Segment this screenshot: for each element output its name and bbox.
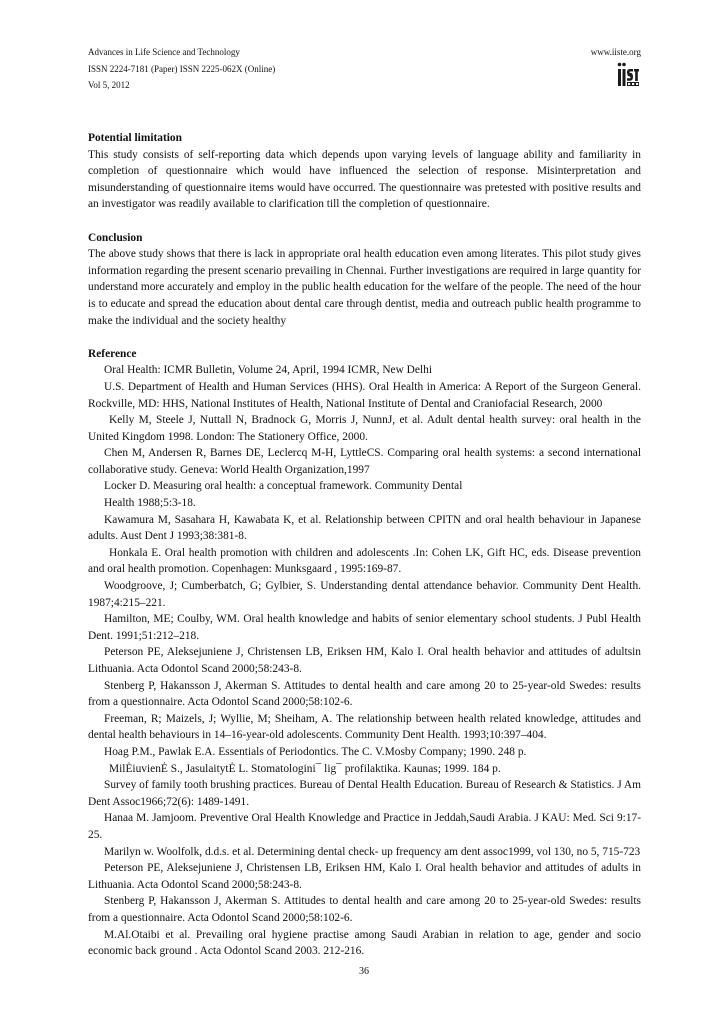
page-header — [88, 44, 641, 114]
journal-title: Advances in Life Science and Technology — [88, 47, 240, 57]
reference-list — [88, 362, 641, 959]
reference-item: Peterson PE, Aleksejuniene J, Christensen LB, Eriksen HM, Kalo I. Oral health behavior and attitudes of adults in Lithuania. Acta Odontol Scand 2000;58:243-8. — [88, 862, 641, 891]
reference-item: Oral Health: ICMR Bulletin, Volume 24, April, 1994 ICMR, New Delhi — [104, 364, 432, 377]
volume-line: Vol 5, 2012 — [88, 80, 130, 90]
page-body — [88, 130, 641, 960]
reference-item: Health 1988;5:3-18. — [104, 497, 196, 510]
journal-url[interactable]: www.iiste.org — [590, 47, 641, 57]
iiste-logo — [615, 60, 641, 88]
reference-item: Locker D. Measuring oral health: a conceptual framework. Community Dental — [104, 480, 463, 493]
reference-item: MilĖiuvienĖ S., JasulaitytĖ L. Stomatologini¯ lig¯ profilaktika. Kaunas; 1999. 184 p. — [109, 762, 501, 775]
reference-item: Hoag P.M., Pawlak E.A. Essentials of Periodontics. The C. V.Mosby Company; 1990. 248 p. — [104, 745, 527, 758]
conclusion-heading: Conclusion — [88, 231, 143, 244]
reference-item: Chen M, Andersen R, Barnes DE, Leclercq M-H, LyttleCS. Comparing oral health systems: a second international collaborative study. Geneva: World Health Organization,1997 — [88, 447, 641, 476]
reference-item: U.S. Department of Health and Human Services (HHS). Oral Health in America: A Report of the Surgeon General. Rockville, MD: HHS, National Institutes of Health, National Institute of Dental and Craniofacial Research, 2000 — [88, 380, 641, 410]
page-number: 36 — [359, 966, 369, 977]
reference-item: Honkala E. Oral health promotion with children and adolescents .In: Cohen LK, Gift HC, eds. Disease prevention and oral health promotion. Copenhagen: Munksgaard , 1995:169-87. — [88, 546, 641, 576]
limitation-body: This study consists of self-reporting data which depends upon varying levels of language ability and familiarity in completion of questionnaire which would have influenced the selection of response. Misinterpretation and misunderstanding of questionnaire items would have occurred. The questionnaire was pretested with positive results and an investigator was readily available to clarification till the completion of questionnaire. — [88, 148, 641, 211]
reference-item: Woodgroove, J; Cumberbatch, G; Gylbier, S. Understanding dental attendance behavior. Community Dent Health. 1987;4:215–221. — [88, 580, 641, 609]
reference-item: Marilyn w. Woolfolk, d.d.s. et al. Determining dental check- up frequency am dent assoc1999, vol 130, no 5, 715-723 — [104, 845, 641, 858]
issn-line: ISSN 2224-7181 (Paper) ISSN 2225-062X (Online) — [88, 63, 276, 74]
reference-item: Kawamura M, Sasahara H, Kawabata K, et al. Relationship between CPITN and oral health behaviour in Japanese adults. Aust Dent J 1993;38:381-8. — [88, 513, 641, 543]
limitation-heading: Potential limitation — [88, 132, 182, 144]
reference-item: M.Al.Otaibi et al. Prevailing oral hygiene practise among Saudi Arabian in relation to age, gender and socio economic back ground . Acta Odontol Scand 2003. 212-216. — [88, 928, 641, 958]
reference-item: Stenberg P, Hakansson J, Akerman S. Attitudes to dental health and care among 20 to 25-year-old Swedes: results from a questionnaire. Acta Odontol Scand 2000;58:102-6. — [88, 895, 641, 924]
reference-item: Peterson PE, Aleksejuniene J, Christensen LB, Eriksen HM, Kalo I. Oral health behavior and attitudes of adultsin Lithuania. Acta Odontol Scand 2000;58:243-8. — [88, 646, 641, 675]
reference-item: Stenberg P, Hakansson J, Akerman S. Attitudes to dental health and care among 20 to 25-year-old Swedes: results from a questionnaire. Acta Odontol Scand 2000;58:102-6. — [88, 679, 641, 709]
conclusion-body: The above study shows that there is lack in appropriate oral health education even among literates. This pilot study gives information regarding the present scenario prevailing in Chennai. Further investigations are required in large quantity for understand more accurately and employ in the public health education for the welfare of the people. The need of the hour is to educate and spread the education about dental care through dentist, media and outreach public health programme to make the individual and the society healthy — [88, 248, 641, 327]
reference-item: Kelly M, Steele J, Nuttall N, Bradnock G, Morris J, NunnJ, et al. Adult dental health survey: oral health in the United Kingdom 1998. London: The Stationery Office, 2000. — [88, 414, 641, 443]
reference-item: Freeman, R; Maizels, J; Wyllie, M; Sheiham, A. The relationship between health related knowledge, attitudes and dental health behaviours in 14–16-year-old adolescents. Community Dent Health. 1993;10:397–404. — [88, 712, 641, 742]
reference-item: Hanaa M. Jamjoom. Preventive Oral Health Knowledge and Practice in Jeddah,Saudi Arabia. J KAU: Med. Sci 9:17-25. — [88, 812, 641, 841]
reference-item: Hamilton, ME; Coulby, WM. Oral health knowledge and habits of senior elementary school students. J Publ Health Dent. 1991;51:212–218. — [88, 613, 641, 642]
reference-item: Survey of family tooth brushing practices. Bureau of Dental Health Education. Bureau of Research & Statistics. J Am Dent Assoc1966;72(6): 1489-1491. — [88, 779, 641, 808]
references-heading: Reference — [88, 347, 137, 360]
